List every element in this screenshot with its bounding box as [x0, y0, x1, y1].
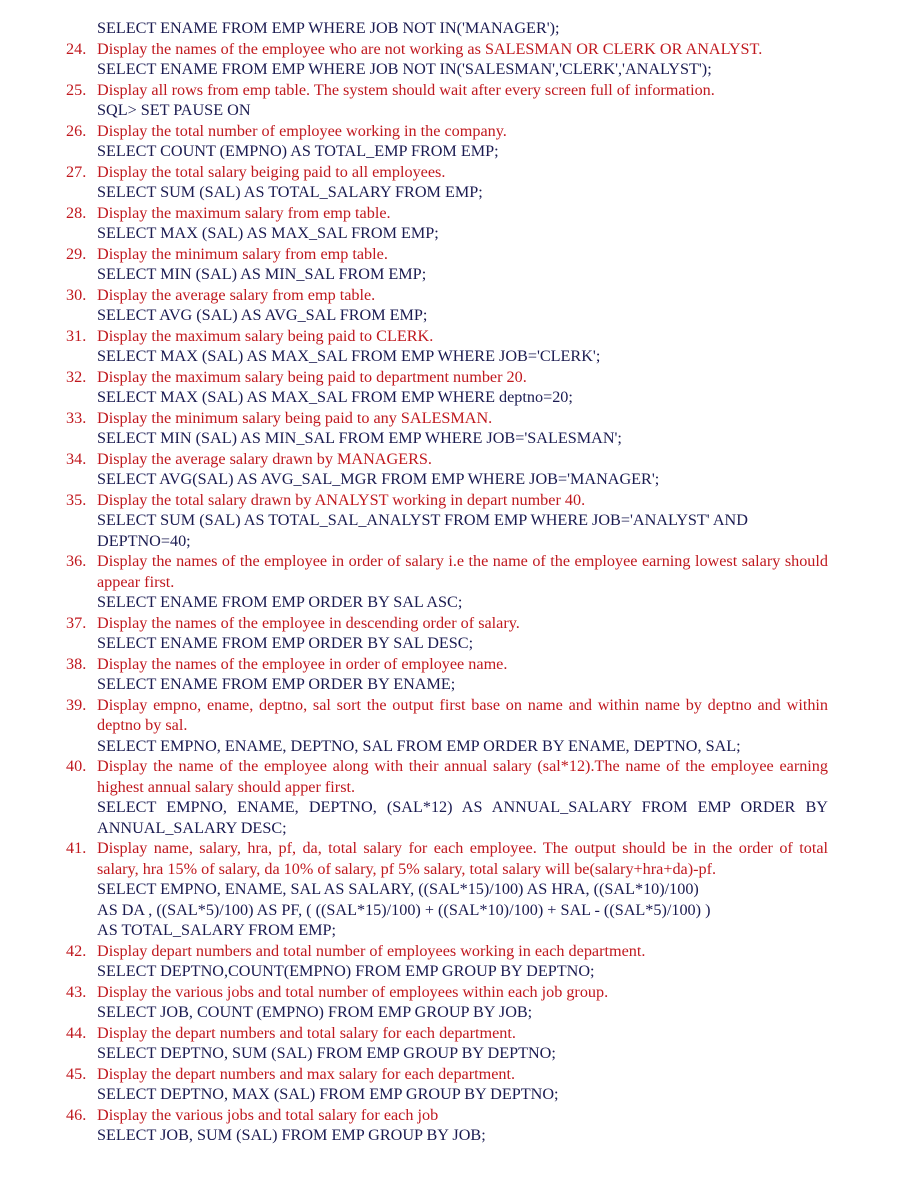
question-text: Display the average salary from emp table. [97, 285, 376, 304]
question-item [0, 203, 904, 244]
question-number: 40. [66, 757, 87, 775]
question-text: Display the minimum salary being paid to any SALESMAN. [97, 408, 493, 427]
question-number: 43. [66, 982, 87, 1001]
question-number: 28. [66, 203, 87, 222]
sql-answer-line: SELECT DEPTNO, SUM (SAL) FROM EMP GROUP BY DEPTNO; [97, 1044, 556, 1062]
question-item [0, 285, 904, 326]
question-item [0, 654, 904, 695]
question-text: Display the depart numbers and max salary for each department. [97, 1064, 516, 1083]
question-number: 38. [66, 654, 87, 673]
question-number: 45. [66, 1064, 87, 1083]
question-item [0, 39, 904, 80]
question-number: 35. [66, 490, 87, 509]
question-text: Display all rows from emp table. The system should wait after every screen full of information. [97, 80, 715, 99]
question-text: Display the maximum salary being paid to CLERK. [97, 326, 434, 345]
question-item [0, 408, 904, 449]
question-item [0, 695, 904, 757]
question-text: Display the names of the employee who are not working as SALESMAN OR CLERK OR ANALYST. [97, 39, 763, 58]
question-item [0, 982, 904, 1023]
question-text: Display the total salary beiging paid to all employees. [97, 162, 446, 181]
question-item [0, 162, 904, 203]
question-item [0, 244, 904, 285]
question-item [0, 551, 904, 613]
question-text: Display the names of the employee in descending order of salary. [97, 613, 520, 632]
question-item [0, 80, 904, 121]
sql-answer-line: SELECT AVG(SAL) AS AVG_SAL_MGR FROM EMP WHERE JOB='MANAGER'; [97, 470, 660, 488]
question-text: Display the names of the employee in order of employee name. [97, 654, 508, 673]
question-item [0, 941, 904, 982]
question-number: 30. [66, 285, 87, 304]
question-number: 27. [66, 162, 87, 181]
question-text: Display the maximum salary being paid to department number 20. [97, 367, 527, 386]
question-text: Display the various jobs and total salary for each job [97, 1105, 439, 1124]
sql-answer-line: AS TOTAL_SALARY FROM EMP; [97, 921, 337, 939]
question-number: 37. [66, 613, 87, 632]
sql-answer-line: SELECT EMPNO, ENAME, SAL AS SALARY, ((SAL*15)/100) AS HRA, ((SAL*10)/100) [97, 880, 699, 898]
question-item [0, 1064, 904, 1105]
question-item [0, 121, 904, 162]
question-text: Display the name of the employee along with their annual salary (sal*12).The name of the employee earning highest annual salary should apper first. [97, 757, 828, 796]
question-item [0, 1023, 904, 1064]
question-text: Display the total salary drawn by ANALYST working in depart number 40. [97, 490, 586, 509]
sql-answer-line: SELECT ENAME FROM EMP ORDER BY ENAME; [97, 675, 456, 693]
sql-answer-line: SELECT COUNT (EMPNO) AS TOTAL_EMP FROM EMP; [97, 142, 499, 160]
question-item [0, 1105, 904, 1146]
question-text: Display the total number of employee working in the company. [97, 121, 507, 140]
question-text: Display the maximum salary from emp table. [97, 203, 391, 222]
question-item [0, 838, 904, 941]
question-number: 41. [66, 839, 87, 857]
question-text: Display the names of the employee in order of salary i.e the name of the employee earning lowest salary should appear first. [97, 552, 828, 591]
sql-answer-line: SELECT SUM (SAL) AS TOTAL_SAL_ANALYST FROM EMP WHERE JOB='ANALYST' AND [97, 511, 748, 529]
question-text: Display the minimum salary from emp table. [97, 244, 388, 263]
question-number: 39. [66, 695, 87, 714]
sql-answer-line: SELECT DEPTNO, MAX (SAL) FROM EMP GROUP BY DEPTNO; [97, 1085, 559, 1103]
question-text: Display name, salary, hra, pf, da, total salary for each employee. The output should be in the order of total salary, hra 15% of salary, da 10% of salary, pf 5% salary, total salary will be(salary+hra+da)-pf. [97, 839, 828, 878]
question-text: Display empno, ename, deptno, sal sort the output first base on name and within name by deptno and within deptno by sal. [97, 695, 828, 734]
question-item [0, 367, 904, 408]
sql-answer-line: SELECT AVG (SAL) AS AVG_SAL FROM EMP; [97, 306, 428, 324]
question-item [0, 449, 904, 490]
question-number: 26. [66, 121, 87, 140]
question-number: 34. [66, 449, 87, 468]
question-number: 32. [66, 367, 87, 386]
sql-answer-line: SELECT MAX (SAL) AS MAX_SAL FROM EMP; [97, 224, 439, 242]
question-number: 46. [66, 1105, 87, 1124]
question-item [0, 326, 904, 367]
sql-answer-line: SELECT JOB, SUM (SAL) FROM EMP GROUP BY JOB; [97, 1126, 486, 1144]
question-number: 44. [66, 1023, 87, 1042]
sql-answer-line: DEPTNO=40; [97, 531, 191, 550]
sql-answer: SELECT EMPNO, ENAME, DEPTNO, (SAL*12) AS ANNUAL_SALARY FROM EMP ORDER BY ANNUAL_SALARY DESC; [97, 798, 828, 837]
sql-answer-line: SELECT ENAME FROM EMP ORDER BY SAL DESC; [97, 634, 474, 652]
question-number: 42. [66, 941, 87, 960]
sql-answer-line: SELECT MIN (SAL) AS MIN_SAL FROM EMP; [97, 265, 427, 283]
question-text: Display the various jobs and total number of employees within each job group. [97, 982, 609, 1001]
leading-sql-answer: SELECT ENAME FROM EMP WHERE JOB NOT IN('MANAGER'); [97, 19, 560, 37]
question-item [0, 613, 904, 654]
document-page [0, 18, 904, 1146]
sql-answer-line: SELECT EMPNO, ENAME, DEPTNO, SAL FROM EMP ORDER BY ENAME, DEPTNO, SAL; [97, 736, 741, 755]
question-number: 33. [66, 408, 87, 427]
sql-answer-line: SELECT SUM (SAL) AS TOTAL_SALARY FROM EMP; [97, 183, 483, 201]
question-number: 25. [66, 80, 87, 99]
sql-answer-line: SELECT MAX (SAL) AS MAX_SAL FROM EMP WHERE JOB='CLERK'; [97, 347, 601, 365]
question-number: 31. [66, 326, 87, 345]
sql-answer-line: SELECT ENAME FROM EMP ORDER BY SAL ASC; [97, 593, 463, 611]
question-number: 29. [66, 244, 87, 263]
sql-answer-line: SELECT MIN (SAL) AS MIN_SAL FROM EMP WHERE JOB='SALESMAN'; [97, 429, 622, 447]
sql-answer-line: SELECT ENAME FROM EMP WHERE JOB NOT IN('SALESMAN','CLERK','ANALYST'); [97, 60, 712, 78]
question-number: 24. [66, 39, 87, 58]
question-item [0, 756, 904, 838]
question-text: Display depart numbers and total number of employees working in each department. [97, 941, 646, 960]
sql-answer-line: AS DA , ((SAL*5)/100) AS PF, ( ((SAL*15)/100) + ((SAL*10)/100) + SAL - ((SAL*5)/100) ) [97, 900, 711, 919]
sql-answer-line: SELECT DEPTNO,COUNT(EMPNO) FROM EMP GROUP BY DEPTNO; [97, 962, 595, 980]
question-text: Display the depart numbers and total salary for each department. [97, 1023, 516, 1042]
sql-answer-line: SQL> SET PAUSE ON [97, 101, 251, 119]
question-number: 36. [66, 552, 87, 570]
sql-answer-line: SELECT MAX (SAL) AS MAX_SAL FROM EMP WHERE deptno=20; [97, 388, 573, 406]
question-text: Display the average salary drawn by MANAGERS. [97, 449, 432, 468]
sql-answer-line: SELECT JOB, COUNT (EMPNO) FROM EMP GROUP BY JOB; [97, 1003, 533, 1021]
question-item [0, 490, 904, 552]
